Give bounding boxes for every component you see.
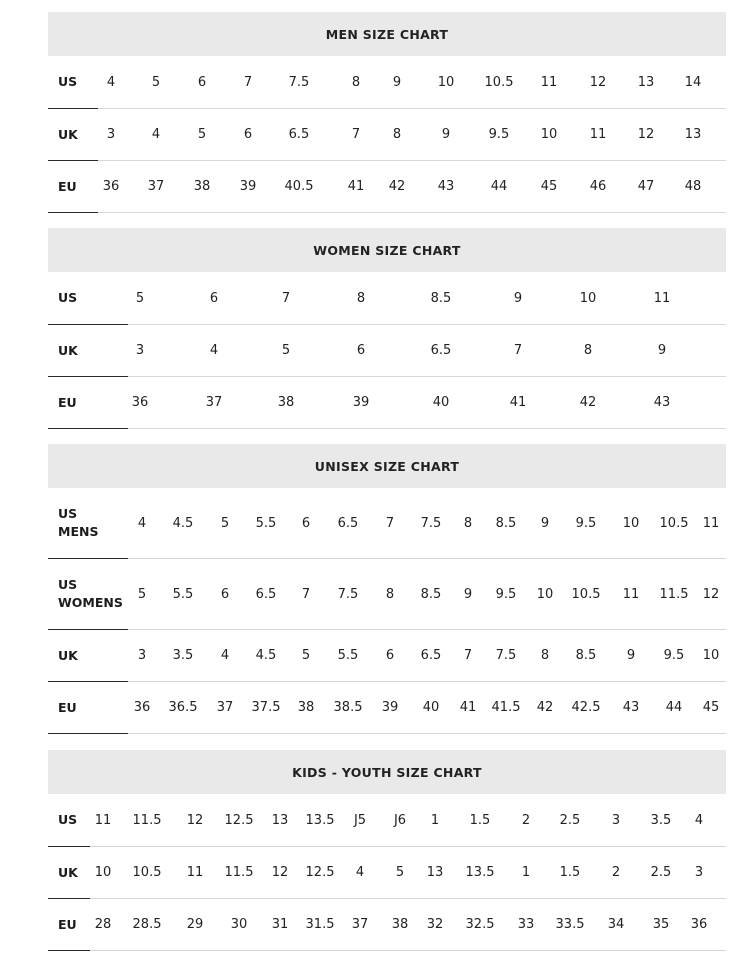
size-cell: 6: [356, 343, 366, 358]
size-cell: 3.5: [650, 812, 672, 828]
table-row: [48, 630, 726, 682]
size-cell: 7.5: [420, 515, 442, 531]
size-cell: 9.5: [663, 648, 685, 663]
size-cell: 7: [513, 343, 523, 358]
size-cell: 38: [391, 917, 409, 932]
size-cell: 37: [216, 700, 234, 715]
size-cell: 11: [702, 515, 720, 531]
label-underline: [48, 950, 90, 951]
size-cell: 10: [94, 865, 112, 880]
size-cell: 12: [186, 812, 204, 828]
size-cell: 3: [611, 812, 621, 828]
table-row: [48, 325, 726, 377]
size-cell: 35: [652, 917, 670, 932]
size-cell: 13: [426, 865, 444, 880]
size-cell: 5: [220, 515, 230, 531]
size-cell: 4: [209, 343, 219, 358]
men-size-chart: [48, 0, 726, 213]
size-cell: 12: [702, 586, 720, 602]
size-cell: 37.5: [251, 700, 281, 715]
row-label: [58, 325, 78, 376]
kids-size-chart: [48, 738, 726, 951]
table-row: [48, 682, 726, 734]
size-cell: 11: [186, 865, 204, 880]
size-cell: J6: [393, 812, 407, 828]
size-cell: 5.5: [172, 586, 194, 602]
table-row: [48, 56, 726, 109]
size-cell: 33.5: [555, 917, 585, 932]
size-cell: 7: [463, 648, 473, 663]
chart-title: KIDS - YOUTH SIZE CHART: [48, 750, 726, 794]
size-cell: 33: [517, 917, 535, 932]
size-cell: 7: [243, 74, 253, 90]
size-cell: 36: [133, 700, 151, 715]
size-cell: 45: [540, 179, 558, 194]
size-cell: 10: [540, 127, 558, 142]
size-cell: 38: [277, 395, 295, 410]
size-cell: 4: [355, 865, 365, 880]
size-cell: 7: [301, 586, 311, 602]
size-cell: 11: [94, 812, 112, 828]
row-label: [58, 682, 77, 733]
size-cell: 42: [388, 179, 406, 194]
size-cell: 9.5: [575, 515, 597, 531]
size-cell: 46: [589, 179, 607, 194]
size-cell: 4.5: [255, 648, 277, 663]
size-cell: 13: [684, 127, 702, 142]
size-cell: 12.5: [305, 865, 335, 880]
row-label-line: US: [58, 74, 78, 89]
size-cell: 36: [690, 917, 708, 932]
size-cell: 36: [102, 179, 120, 194]
size-cell: 8.5: [420, 586, 442, 602]
size-cell: 11.5: [132, 812, 162, 828]
size-cell: 10.5: [659, 515, 689, 531]
size-cell: 7: [351, 127, 361, 142]
table-row: [48, 377, 726, 429]
size-cell: 3: [137, 648, 147, 663]
size-cell: 9: [540, 515, 550, 531]
row-label-line: EU: [58, 916, 77, 932]
size-cell: 43: [653, 395, 671, 410]
row-label-line: UK: [58, 126, 78, 142]
size-cell: 5.5: [337, 648, 359, 663]
size-cell: 43: [437, 179, 455, 194]
chart-title: MEN SIZE CHART: [48, 12, 726, 56]
table-row: [48, 272, 726, 325]
size-cell: 10: [702, 648, 720, 663]
size-cell: 10.5: [132, 865, 162, 880]
row-label-line: UK: [58, 864, 78, 880]
women-size-chart: [48, 216, 726, 429]
table-row: [48, 488, 726, 559]
size-cell: 45: [702, 700, 720, 715]
size-cell: 10: [536, 586, 554, 602]
size-cell: 2: [611, 865, 621, 880]
size-cell: 9: [626, 648, 636, 663]
size-cell: 13.5: [305, 812, 335, 828]
size-cell: 34: [607, 917, 625, 932]
chart-title: UNISEX SIZE CHART: [48, 444, 726, 488]
size-cell: 1: [430, 812, 440, 828]
size-cell: 38.5: [333, 700, 363, 715]
size-cell: 40.5: [284, 179, 314, 194]
row-label: [58, 630, 78, 681]
size-cell: 8: [392, 127, 402, 142]
size-cell: 42.5: [571, 700, 601, 715]
row-label-line: US: [58, 290, 78, 305]
size-cell: 13: [637, 74, 655, 90]
size-cell: 44: [665, 700, 683, 715]
size-cell: 42: [536, 700, 554, 715]
size-cell: 29: [186, 917, 204, 932]
size-cell: 31: [271, 917, 289, 932]
row-label-line: WOMENS: [58, 595, 123, 610]
size-cell: 6: [243, 127, 253, 142]
size-cell: 36.5: [168, 700, 198, 715]
size-cell: 3: [694, 865, 704, 880]
size-cell: 11: [540, 74, 558, 90]
size-cell: 28.5: [132, 917, 162, 932]
table-row: [48, 899, 726, 951]
size-cell: 4: [694, 812, 704, 828]
size-cell: 7.5: [495, 648, 517, 663]
size-cell: 5: [197, 127, 207, 142]
size-cell: 12.5: [224, 812, 254, 828]
size-cell: 28: [94, 917, 112, 932]
size-cell: 8.5: [430, 290, 452, 306]
size-cell: 6.5: [420, 648, 442, 663]
row-label: [58, 161, 77, 212]
size-cell: 8: [463, 515, 473, 531]
size-cell: 37: [205, 395, 223, 410]
size-cell: 1: [521, 865, 531, 880]
size-cell: 38: [297, 700, 315, 715]
size-cell: 7.5: [337, 586, 359, 602]
size-cell: 5: [151, 74, 161, 90]
table-row: [48, 161, 726, 213]
row-label: [58, 899, 77, 950]
size-cell: 6.5: [288, 127, 310, 142]
size-cell: 2.5: [559, 812, 581, 828]
size-cell: 39: [381, 700, 399, 715]
size-cell: 5: [301, 648, 311, 663]
size-cell: 4: [151, 127, 161, 142]
size-cell: 8.5: [575, 648, 597, 663]
size-cell: 10.5: [571, 586, 601, 602]
size-cell: 47: [637, 179, 655, 194]
size-cell: 39: [239, 179, 257, 194]
size-cell: 44: [490, 179, 508, 194]
size-cell: 11: [653, 290, 671, 306]
row-label: [58, 56, 77, 108]
size-cell: 32: [426, 917, 444, 932]
size-cell: 40: [422, 700, 440, 715]
row-label-line: US: [58, 577, 78, 592]
size-cell: 9: [657, 343, 667, 358]
size-cell: 5: [281, 343, 291, 358]
size-cell: 8: [540, 648, 550, 663]
row-label: [58, 847, 78, 898]
size-cell: 41: [509, 395, 527, 410]
row-label: [58, 488, 98, 558]
size-cell: 4: [106, 74, 116, 90]
size-cell: 9.5: [495, 586, 517, 602]
size-cell: 10.5: [484, 74, 514, 90]
row-label-line: EU: [58, 699, 77, 715]
size-cell: 12: [589, 74, 607, 90]
size-cell: 31.5: [305, 917, 335, 932]
size-cell: 40: [432, 395, 450, 410]
size-cell: 6: [385, 648, 395, 663]
size-cell: 1.5: [559, 865, 581, 880]
size-cell: 3.5: [172, 648, 194, 663]
size-cell: 2.5: [650, 865, 672, 880]
size-cell: 10: [579, 290, 597, 306]
row-label: [58, 559, 123, 629]
size-cell: 41: [347, 179, 365, 194]
table-row: [48, 109, 726, 161]
size-cell: 8: [351, 74, 361, 90]
size-cell: 41.5: [491, 700, 521, 715]
label-underline: [48, 212, 98, 213]
size-cell: 32.5: [465, 917, 495, 932]
size-cell: 14: [684, 74, 702, 90]
size-cell: J5: [353, 812, 367, 828]
row-label: [58, 794, 77, 846]
size-cell: 6.5: [430, 343, 452, 358]
row-label-line: EU: [58, 394, 77, 410]
size-cell: 11: [622, 586, 640, 602]
size-cell: 6: [301, 515, 311, 531]
size-cell: 9: [392, 74, 402, 90]
size-cell: 38: [193, 179, 211, 194]
size-cell: 6.5: [337, 515, 359, 531]
size-cell: 4: [137, 515, 147, 531]
row-label-line: EU: [58, 178, 77, 194]
size-cell: 11.5: [659, 586, 689, 602]
size-cell: 13: [271, 812, 289, 828]
size-cell: 6: [197, 74, 207, 90]
size-cell: 37: [351, 917, 369, 932]
size-cell: 8: [583, 343, 593, 358]
size-cell: 8: [356, 290, 366, 306]
size-cell: 12: [271, 865, 289, 880]
size-cell: 5.5: [255, 515, 277, 531]
size-cell: 9.5: [488, 127, 510, 142]
table-row: [48, 559, 726, 630]
size-cell: 37: [147, 179, 165, 194]
size-cell: 4: [220, 648, 230, 663]
size-cell: 10: [622, 515, 640, 531]
row-label: [58, 109, 78, 160]
size-cell: 12: [637, 127, 655, 142]
row-label-line: MENS: [58, 524, 99, 539]
label-underline: [48, 733, 128, 734]
size-cell: 6.5: [255, 586, 277, 602]
size-cell: 4.5: [172, 515, 194, 531]
unisex-size-chart: [48, 432, 726, 734]
row-label: [58, 377, 77, 428]
size-cell: 8: [385, 586, 395, 602]
size-cell: 2: [521, 812, 531, 828]
size-cell: 36: [131, 395, 149, 410]
row-label-line: UK: [58, 647, 78, 663]
size-cell: 9: [513, 290, 523, 306]
row-label: [58, 272, 77, 324]
label-underline: [48, 428, 128, 429]
size-cell: 7.5: [288, 74, 310, 90]
size-cell: 30: [230, 917, 248, 932]
size-cell: 9: [463, 586, 473, 602]
size-cell: 5: [137, 586, 147, 602]
size-cell: 8.5: [495, 515, 517, 531]
size-cell: 7: [385, 515, 395, 531]
size-cell: 43: [622, 700, 640, 715]
size-cell: 10: [437, 74, 455, 90]
table-row: [48, 847, 726, 899]
size-cell: 13.5: [465, 865, 495, 880]
chart-title: WOMEN SIZE CHART: [48, 228, 726, 272]
size-cell: 9: [441, 127, 451, 142]
size-cell: 3: [135, 343, 145, 358]
size-cell: 41: [459, 700, 477, 715]
size-cell: 48: [684, 179, 702, 194]
size-cell: 42: [579, 395, 597, 410]
size-cell: 3: [106, 127, 116, 142]
table-row: [48, 794, 726, 847]
size-cell: 7: [281, 290, 291, 306]
size-cell: 11: [589, 127, 607, 142]
size-cell: 6: [209, 290, 219, 306]
size-cell: 11.5: [224, 865, 254, 880]
size-cell: 6: [220, 586, 230, 602]
row-label-line: UK: [58, 342, 78, 358]
size-cell: 1.5: [469, 812, 491, 828]
row-label-line: US: [58, 506, 78, 521]
size-cell: 5: [395, 865, 405, 880]
size-cell: 5: [135, 290, 145, 306]
size-cell: 39: [352, 395, 370, 410]
row-label-line: US: [58, 812, 78, 827]
